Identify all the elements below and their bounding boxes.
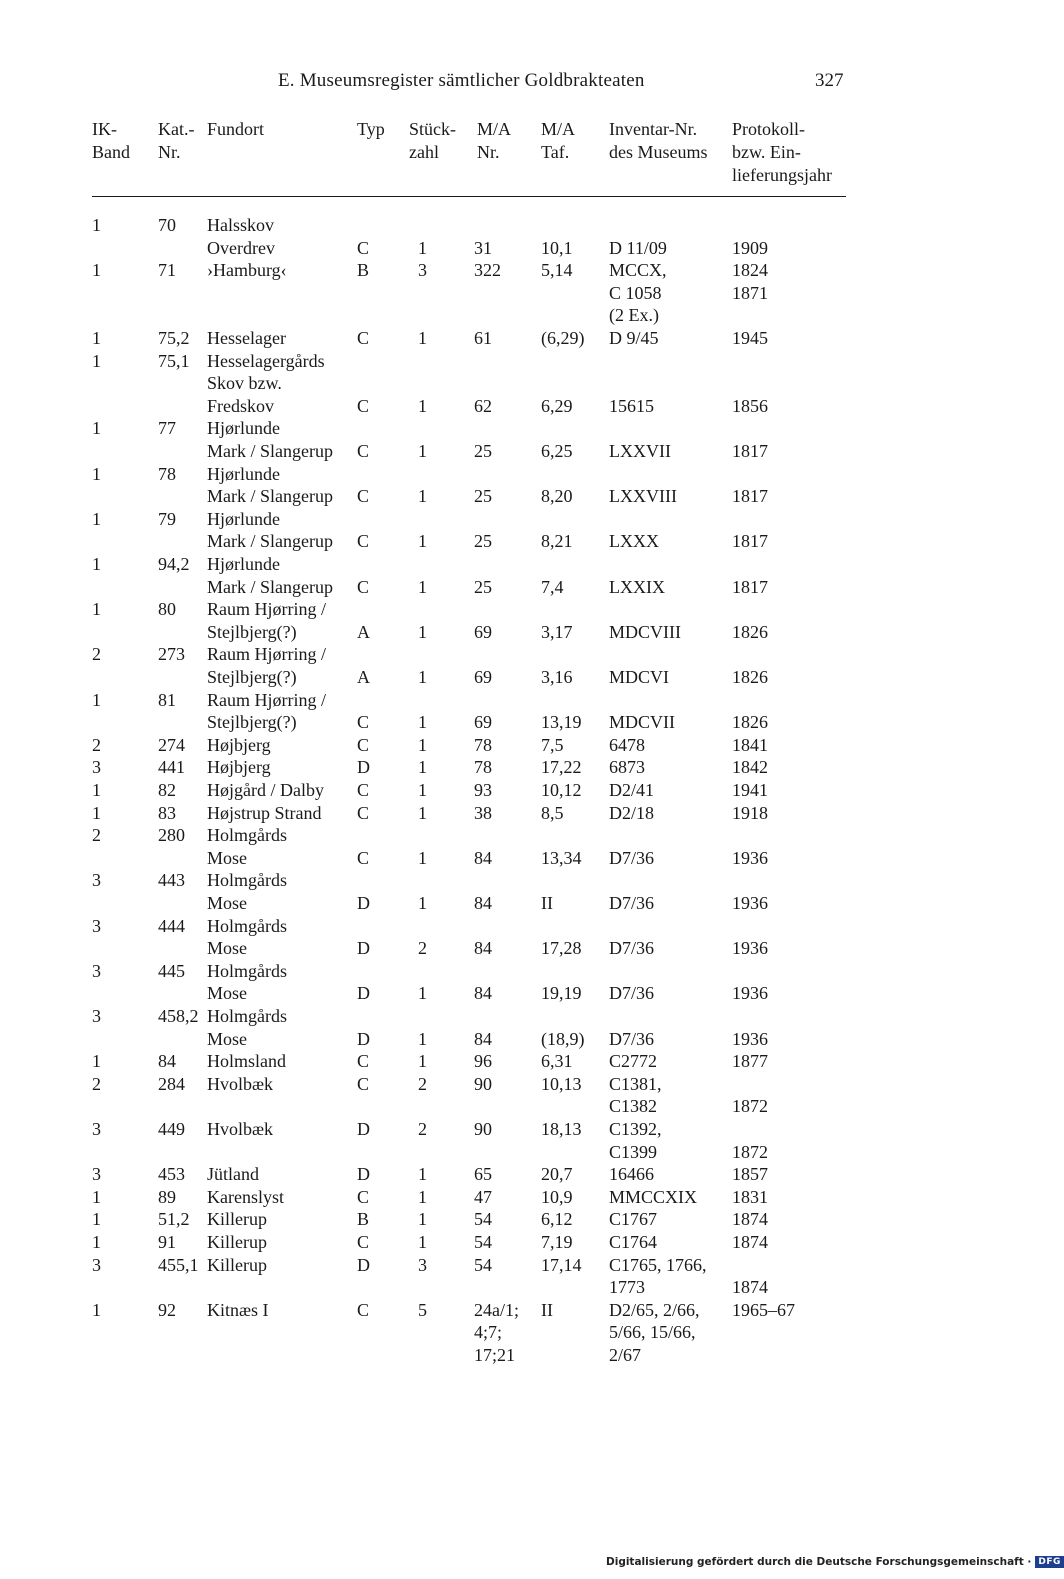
cell-kat-nr: 79 [158,508,176,529]
cell-protokoll: 1936 [732,938,768,959]
cell-kat-nr: 91 [158,1232,176,1252]
cell-ik-band: 1 [92,463,101,484]
cell-fundort: Holmgårds Mose [207,1006,287,1049]
cell-ma-nr: 69 [474,621,492,642]
cell-stueckzahl: 1 [418,576,427,597]
cell-typ: B [357,260,370,281]
cell-fundort: Holmsland [207,1051,286,1072]
col-header-ik-band: IK- Band [92,119,130,162]
col-header-kat-nr: Kat.- Nr. [158,119,195,162]
cell-kat-nr: 83 [158,802,176,823]
cell-ik-band: 1 [92,1299,101,1320]
cell-ma-nr: 78 [474,734,492,755]
cell-ik-band: 2 [92,644,101,665]
cell-ma-taf: 19,19 [541,983,582,1004]
cell-kat-nr: 449 [158,1119,185,1139]
cell-fundort: Hjørlunde Mark / Slangerup [207,418,333,461]
cell-ma-nr: 25 [474,486,492,507]
col-header-typ: Typ [357,119,385,139]
cell-ma-nr: 61 [474,328,492,348]
cell-ma-taf: 8,20 [541,486,573,507]
cell-protokoll: 1817 [732,576,768,597]
dfg-logo: DFG [1035,1556,1064,1568]
footer-credit [606,1556,1064,1568]
cell-typ: D [357,938,370,959]
cell-ma-nr: 25 [474,576,492,597]
cell-inventar: 6478 [609,734,645,755]
cell-ma-taf: 17,14 [541,1254,582,1275]
cell-inventar: D2/41 [609,780,654,800]
cell-ma-nr: 65 [474,1164,492,1185]
cell-fundort: Holmgårds Mose [207,915,287,959]
cell-protokoll: 1856 [732,395,768,416]
cell-typ: C [357,576,370,597]
cell-ma-nr: 93 [474,780,492,800]
cell-inventar: C1767 [609,1209,658,1230]
cell-kat-nr: 84 [158,1051,176,1072]
cell-typ: D [357,1119,370,1139]
cell-inventar: MMCCXIX [609,1186,698,1207]
cell-kat-nr: 75,1 [158,350,190,371]
cell-kat-nr: 284 [158,1073,185,1094]
cell-ma-taf: 17,22 [541,757,582,778]
cell-ma-taf: 6,31 [541,1051,573,1072]
col-header-ma-taf: M/A Taf. [541,119,576,162]
cell-protokoll: 1874 [732,1232,768,1252]
cell-inventar: D7/36 [609,1028,654,1049]
cell-kat-nr: 445 [158,960,185,981]
cell-kat-nr: 81 [158,689,176,710]
cell-fundort: Højbjerg [207,734,271,755]
cell-stueckzahl: 2 [418,1119,427,1139]
cell-typ: C [357,486,370,507]
cell-fundort: Holmgårds Mose [207,825,287,868]
cell-ik-band: 2 [92,734,101,755]
cell-typ: D [357,892,370,913]
cell-stueckzahl: 1 [418,892,427,913]
cell-ik-band: 3 [92,1164,101,1185]
cell-protokoll: 1826 [732,712,768,733]
cell-protokoll: 1874 [732,1209,768,1230]
cell-fundort: ›Hamburg‹ [207,260,287,281]
cell-inventar: C1392, C1399 [609,1119,662,1162]
cell-ma-nr: 54 [474,1209,492,1230]
cell-ik-band: 1 [92,1186,101,1207]
cell-typ: C [357,1232,370,1252]
cell-fundort: Højstrup Strand [207,802,322,823]
cell-ma-taf: 6,12 [541,1209,573,1230]
cell-stueckzahl: 1 [418,486,427,507]
cell-kat-nr: 274 [158,734,185,755]
cell-fundort: Halsskov Overdrev [207,215,275,258]
cell-ma-nr: 69 [474,666,492,687]
cell-inventar: 15615 [609,395,654,416]
cell-kat-nr: 455,1 [158,1254,199,1275]
cell-ik-band: 3 [92,870,101,891]
cell-stueckzahl: 1 [418,621,427,642]
cell-inventar: MDCVIII [609,621,681,642]
cell-stueckzahl: 1 [418,757,427,778]
cell-fundort: Højbjerg [207,757,271,778]
cell-kat-nr: 444 [158,915,185,936]
cell-typ: C [357,1299,370,1320]
cell-ik-band: 2 [92,1073,101,1094]
cell-ik-band: 1 [92,780,101,800]
cell-stueckzahl: 3 [418,260,427,281]
cell-inventar: D 11/09 [609,237,667,258]
cell-ma-nr: 90 [474,1073,492,1094]
cell-ma-taf: 7,4 [541,576,564,597]
cell-protokoll: 1826 [732,666,768,687]
col-header-ma-nr: M/A Nr. [477,119,512,162]
cell-ma-nr: 84 [474,892,492,913]
cell-protokoll: 1872 [732,1141,768,1162]
cell-ik-band: 1 [92,1209,101,1230]
cell-kat-nr: 71 [158,260,176,281]
cell-inventar: D7/36 [609,892,654,913]
cell-ma-taf: (6,29) [541,328,585,348]
cell-inventar: LXXVIII [609,486,677,507]
cell-protokoll: 1817 [732,486,768,507]
cell-stueckzahl: 3 [418,1254,427,1275]
cell-typ: C [357,712,370,733]
cell-typ: D [357,1164,370,1185]
cell-stueckzahl: 1 [418,440,427,461]
running-head [0,70,1000,100]
footer-text: Digitalisierung gefördert durch die Deutsche Forschungsgemeinschaft · [606,1556,1032,1568]
cell-kat-nr: 92 [158,1299,176,1320]
cell-ma-taf: 3,16 [541,666,573,687]
cell-protokoll: 1817 [732,440,768,461]
cell-stueckzahl: 1 [418,328,427,348]
cell-ma-nr: 69 [474,712,492,733]
cell-kat-nr: 458,2 [158,1006,199,1026]
cell-protokoll: 1831 [732,1186,768,1207]
cell-typ: C [357,734,370,755]
cell-ik-band: 1 [92,215,101,235]
cell-inventar: D7/36 [609,983,654,1004]
cell-ma-taf: II [541,892,553,913]
cell-inventar: MCCX, C 1058 (2 Ex.) [609,260,667,326]
cell-fundort: Killerup [207,1232,267,1252]
cell-fundort: Raum Hjørring / Stejlbjerg(?) [207,689,326,733]
cell-ma-taf: 10,12 [541,780,582,800]
cell-fundort: Karenslyst [207,1186,284,1207]
cell-protokoll: 1877 [732,1051,768,1072]
cell-ma-taf: 8,21 [541,531,573,552]
cell-typ: A [357,666,370,687]
cell-stueckzahl: 1 [418,237,427,258]
cell-ik-band: 1 [92,554,101,574]
cell-ma-taf: 20,7 [541,1164,573,1185]
cell-fundort: Højgård / Dalby [207,780,324,800]
cell-stueckzahl: 1 [418,712,427,733]
cell-ma-nr: 24a/1; 4;7; 17;21 [474,1299,519,1365]
cell-ik-band: 3 [92,1254,101,1275]
cell-inventar: D7/36 [609,938,654,959]
cell-stueckzahl: 1 [418,1186,427,1207]
cell-ik-band: 1 [92,1232,101,1252]
cell-kat-nr: 70 [158,215,176,235]
cell-kat-nr: 280 [158,825,185,846]
cell-protokoll: 1909 [732,237,768,258]
cell-ma-nr: 84 [474,938,492,959]
cell-inventar: 6873 [609,757,645,778]
cell-typ: C [357,237,370,258]
cell-ma-nr: 322 [474,260,501,281]
cell-ik-band: 3 [92,1119,101,1139]
cell-fundort: Hjørlunde Mark / Slangerup [207,554,333,597]
cell-ik-band: 1 [92,1051,101,1072]
cell-stueckzahl: 1 [418,1232,427,1252]
cell-typ: B [357,1209,370,1230]
cell-ma-taf: II [541,1299,553,1320]
cell-protokoll: 1872 [732,1096,768,1117]
cell-ma-nr: 84 [474,1028,492,1049]
cell-ma-nr: 90 [474,1119,492,1139]
cell-ma-nr: 62 [474,395,492,416]
cell-fundort: Hvolbæk [207,1073,274,1094]
cell-ma-taf: 7,5 [541,734,564,755]
cell-ma-nr: 84 [474,847,492,868]
cell-stueckzahl: 1 [418,531,427,552]
cell-inventar: D2/65, 2/66, 5/66, 15/66, 2/67 [609,1299,700,1365]
cell-kat-nr: 441 [158,757,185,778]
cell-stueckzahl: 1 [418,847,427,868]
cell-ma-nr: 78 [474,757,492,778]
cell-ma-taf: 6,29 [541,395,573,416]
cell-ma-taf: 13,19 [541,712,582,733]
cell-typ: C [357,328,370,348]
cell-ik-band: 3 [92,1006,101,1026]
cell-typ: D [357,1028,370,1049]
cell-stueckzahl: 1 [418,1164,427,1185]
cell-ma-taf: 18,13 [541,1119,582,1139]
cell-ma-taf: 6,25 [541,440,573,461]
cell-ik-band: 3 [92,757,101,778]
cell-ma-taf: (18,9) [541,1028,585,1049]
cell-protokoll: 1945 [732,328,768,348]
cell-inventar: C1764 [609,1232,658,1252]
cell-inventar: LXXVII [609,440,671,461]
cell-inventar: C2772 [609,1051,658,1072]
cell-fundort: Holmgårds Mose [207,870,287,913]
cell-ik-band: 1 [92,260,101,281]
cell-typ: C [357,395,370,416]
cell-fundort: Hesselagergårds Skov bzw. Fredskov [207,350,325,416]
cell-stueckzahl: 1 [418,734,427,755]
cell-inventar: D 9/45 [609,328,659,348]
table-header [0,118,1000,188]
cell-ma-nr: 31 [474,237,492,258]
cell-protokoll: 1874 [732,1277,768,1298]
cell-ik-band: 1 [92,328,101,348]
cell-stueckzahl: 2 [418,1073,427,1094]
cell-ik-band: 3 [92,960,101,981]
cell-protokoll: 1936 [732,847,768,868]
cell-inventar: C1765, 1766, 1773 [609,1254,707,1298]
cell-fundort: Hjørlunde Mark / Slangerup [207,508,333,552]
cell-ma-nr: 38 [474,802,492,823]
cell-inventar: MDCVII [609,712,675,733]
cell-protokoll: 1918 [732,802,768,823]
cell-protokoll: 1936 [732,1028,768,1049]
cell-ma-taf: 8,5 [541,802,564,823]
cell-stueckzahl: 1 [418,1028,427,1049]
cell-ma-taf: 13,34 [541,847,582,868]
cell-fundort: Raum Hjørring / Stejlbjerg(?) [207,644,326,687]
cell-typ: C [357,802,370,823]
cell-protokoll: 1817 [732,531,768,552]
cell-stueckzahl: 1 [418,395,427,416]
col-header-protokoll: Protokoll- bzw. Ein- lieferungsjahr [732,119,832,185]
cell-stueckzahl: 1 [418,983,427,1004]
cell-kat-nr: 94,2 [158,554,190,574]
cell-ik-band: 1 [92,350,101,371]
cell-kat-nr: 51,2 [158,1209,190,1230]
col-header-inventar: Inventar-Nr. des Museums [609,119,708,162]
cell-inventar: LXXIX [609,576,665,597]
cell-fundort: Jütland [207,1164,259,1185]
cell-ik-band: 1 [92,802,101,823]
cell-inventar: C1381, C1382 [609,1073,662,1117]
cell-fundort: Raum Hjørring / Stejlbjerg(?) [207,599,326,642]
cell-stueckzahl: 1 [418,780,427,800]
cell-ma-taf: 17,28 [541,938,582,959]
cell-ik-band: 1 [92,418,101,439]
cell-protokoll: 1941 [732,780,768,800]
cell-kat-nr: 77 [158,418,176,439]
cell-protokoll: 1965–67 [732,1299,795,1320]
cell-fundort: Holmgårds Mose [207,960,287,1004]
cell-ma-nr: 25 [474,440,492,461]
cell-inventar: MDCVI [609,666,670,687]
cell-ma-taf: 10,13 [541,1073,582,1094]
cell-stueckzahl: 1 [418,666,427,687]
cell-inventar: D7/36 [609,847,654,868]
cell-kat-nr: 273 [158,644,185,665]
col-header-fundort: Fundort [207,119,265,139]
cell-typ: D [357,1254,370,1275]
cell-ik-band: 1 [92,689,101,710]
cell-ma-taf: 10,9 [541,1186,573,1207]
running-title: E. Museumsregister sämtlicher Goldbrakteaten [278,70,645,91]
cell-ik-band: 1 [92,508,101,529]
cell-ma-taf: 3,17 [541,621,573,642]
cell-protokoll: 1842 [732,757,768,778]
cell-ma-nr: 54 [474,1254,492,1275]
cell-inventar: D2/18 [609,802,654,823]
cell-typ: C [357,1073,370,1094]
cell-stueckzahl: 1 [418,1051,427,1072]
cell-typ: D [357,983,370,1004]
cell-fundort: Hjørlunde Mark / Slangerup [207,463,333,507]
cell-protokoll: 1936 [732,892,768,913]
cell-typ: C [357,1051,370,1072]
cell-ma-taf: 10,1 [541,237,573,258]
cell-typ: C [357,847,370,868]
cell-ik-band: 1 [92,599,101,620]
cell-kat-nr: 78 [158,463,176,484]
cell-ma-taf: 7,19 [541,1232,573,1252]
cell-kat-nr: 89 [158,1186,176,1207]
cell-protokoll: 1936 [732,983,768,1004]
cell-fundort: Kitnæs I [207,1299,269,1320]
cell-ma-nr: 96 [474,1051,492,1072]
col-header-stueckzahl: Stück- zahl [409,119,456,162]
cell-fundort: Killerup [207,1254,267,1275]
cell-typ: C [357,531,370,552]
cell-ma-taf: 5,14 [541,260,573,281]
cell-ma-nr: 84 [474,983,492,1004]
cell-ma-nr: 54 [474,1232,492,1252]
cell-ik-band: 3 [92,915,101,936]
cell-protokoll: 1826 [732,621,768,642]
cell-kat-nr: 80 [158,599,176,620]
cell-kat-nr: 75,2 [158,328,190,348]
cell-protokoll: 1824 1871 [732,260,768,303]
page-number: 327 [815,70,844,91]
cell-typ: C [357,440,370,461]
cell-typ: D [357,757,370,778]
cell-fundort: Hvolbæk [207,1119,274,1139]
cell-fundort: Killerup [207,1209,267,1230]
cell-ik-band: 2 [92,825,101,846]
cell-stueckzahl: 1 [418,1209,427,1230]
cell-kat-nr: 453 [158,1164,185,1185]
cell-inventar: 16466 [609,1164,654,1185]
cell-typ: C [357,1186,370,1207]
header-rule [92,196,846,197]
cell-stueckzahl: 2 [418,938,427,959]
cell-typ: A [357,621,370,642]
cell-protokoll: 1857 [732,1164,768,1185]
cell-protokoll: 1841 [732,734,768,755]
cell-typ: C [357,780,370,800]
cell-fundort: Hesselager [207,328,286,348]
cell-inventar: LXXX [609,531,659,552]
cell-kat-nr: 82 [158,780,176,800]
cell-ma-nr: 25 [474,531,492,552]
cell-ma-nr: 47 [474,1186,492,1207]
cell-kat-nr: 443 [158,870,185,891]
cell-stueckzahl: 1 [418,802,427,823]
cell-stueckzahl: 5 [418,1299,427,1320]
